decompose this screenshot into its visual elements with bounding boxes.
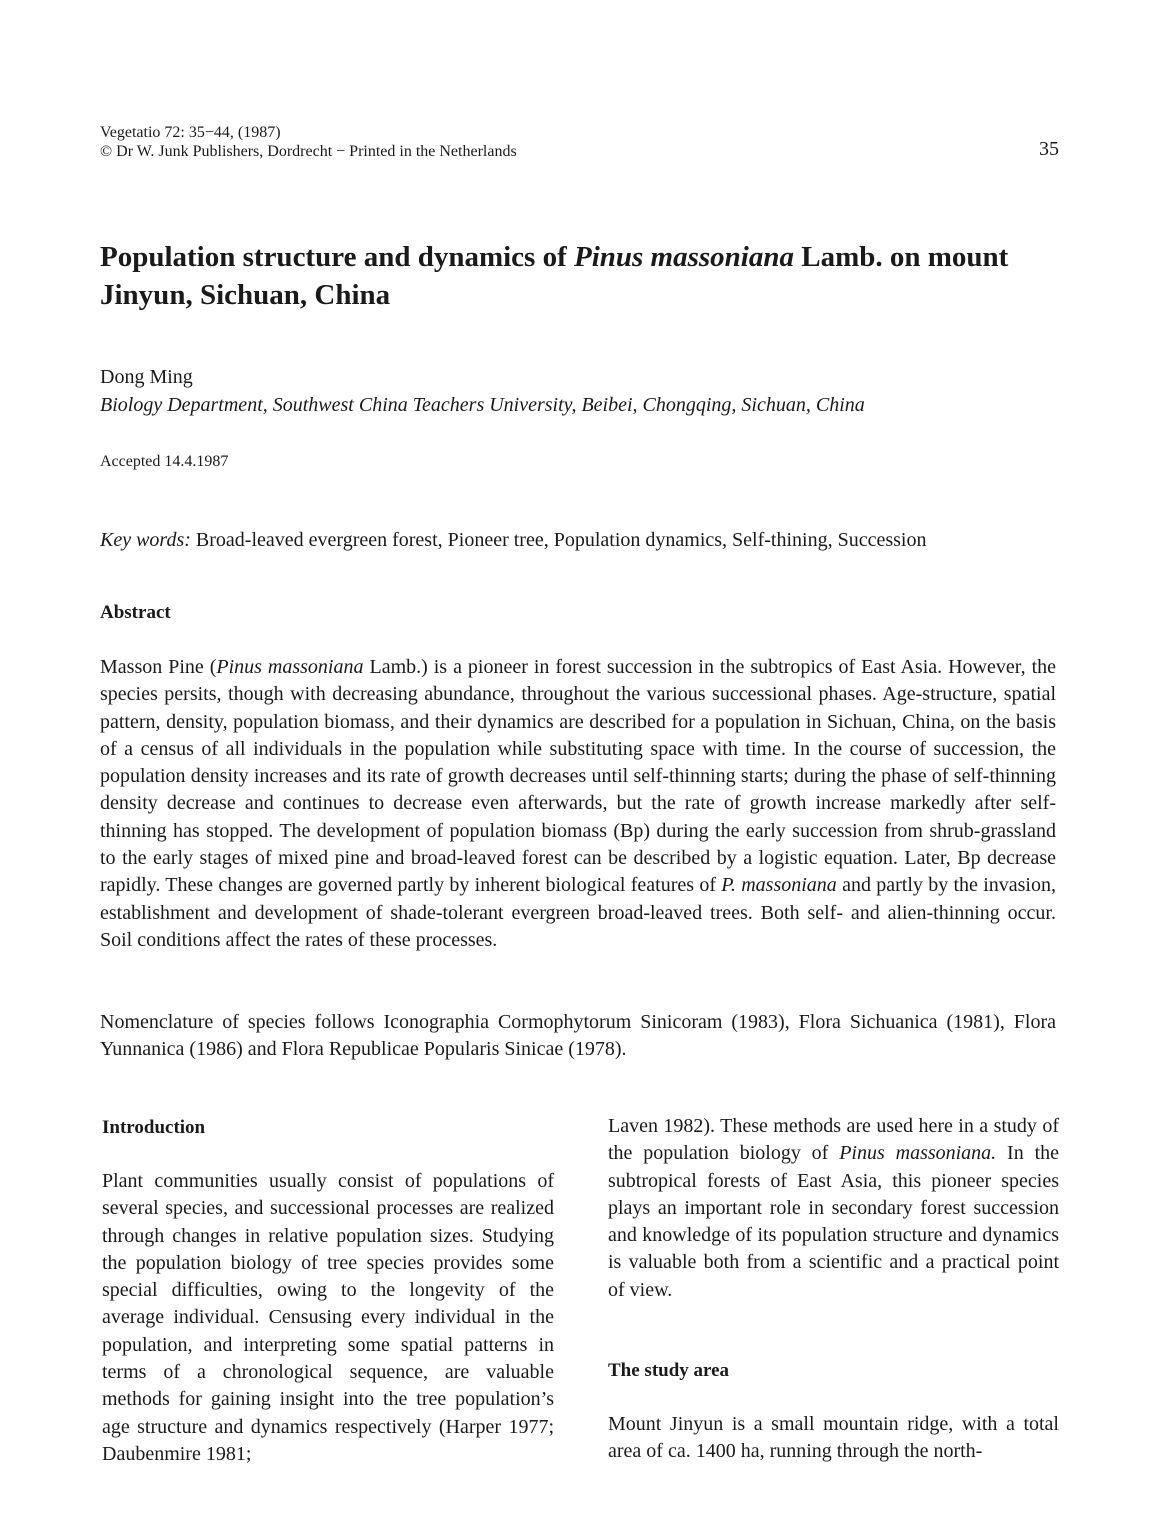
study-area-heading: The study area bbox=[608, 1360, 730, 1381]
intro-right-species: Pinus massoniana. bbox=[839, 1142, 997, 1165]
introduction-right-text bbox=[608, 1113, 1059, 1304]
journal-citation: Vegetatio 72: 35−44, (1987) bbox=[100, 124, 281, 141]
nomenclature-note: Nomenclature of species follows Iconographia Cormophytorum Sinicoram (1983), Flora Sichuanica (1981), Flora Yunnanica (1986) and Flora Republicae Popularis Sinicae (1978). bbox=[100, 1011, 1056, 1061]
introduction-left-text: Plant communities usually consist of populations of several species, and successional processes are realized through changes in relative population sizes. Studying the population biology of tree species provides some special difficulties, owing to the longevity of the average individual. Censusing every individual in the population, and interpreting some spatial patterns in terms of a chronological sequence, are valuable methods for gaining insight into the tree population’s age structure and dynamics respectively (Harper 1977; Daubenmire 1981; bbox=[102, 1170, 554, 1465]
title-part-1: Population structure and dynamics of bbox=[100, 241, 574, 273]
keywords-text: Broad-leaved evergreen forest, Pioneer tree, Population dynamics, Self-thining, Succession bbox=[190, 529, 927, 551]
abstract-text-a: Masson Pine ( bbox=[100, 656, 217, 678]
keywords-label: Key words: bbox=[100, 529, 191, 551]
title-species: Pinus massoniana bbox=[573, 241, 794, 273]
abstract-text-b: Lamb.) is a pioneer in forest succession in the subtropics of East Asia. However, the species persits, though with decreasing abundance, throughout the various successional phases. Age-structure, spatial pattern, density, population biomass, and their dynamics are described for a population in Sichuan, China, on the basis of a census of all individuals in the population while substituting space with time. In the course of succession, the population density increases and its rate of growth decreases until self-thinning starts; during the phase of self-thinning density decrease and continues to decrease even afterwards, but the rate of growth increase markedly after self-thinning has stopped. The development of population biomass (Bp) during the early succession from shrub-grassland to the early stages of mixed pine and broad-leaved forest can be described by a logistic equation. Later, Bp decrease rapidly. These changes are governed partly by inherent biological features of bbox=[100, 656, 1057, 897]
abstract-species-2: P. massoniana bbox=[721, 874, 837, 897]
article-title bbox=[100, 238, 1060, 314]
keywords bbox=[100, 529, 926, 552]
title-part-2: Lamb. on mount Jinyun, Sichuan, China bbox=[100, 241, 1009, 311]
study-area-text: Mount Jinyun is a small mountain ridge, with a total area of ca. 1400 ha, running through the north- bbox=[608, 1413, 1059, 1463]
page-number: 35 bbox=[1039, 138, 1059, 160]
intro-right-b: In the subtropical forests of East Asia, this pioneer species plays an important role in secondary forest succession and knowledge of its population structure and dynamics is valuable both from a scientific and a practical point of view. bbox=[608, 1142, 1059, 1301]
publisher-line: © Dr W. Junk Publishers, Dordrecht − Printed in the Netherlands bbox=[100, 143, 517, 160]
intro-right-a: Laven 1982). These methods are used here in a study of the population biology of bbox=[608, 1115, 1059, 1165]
abstract-text-c: and partly by the invasion, establishment and development of shade-tolerant evergreen broad-leaved trees. Both self- and alien-thinning occur. Soil conditions affect the rates of these processes. bbox=[100, 874, 1056, 951]
introduction-heading: Introduction bbox=[102, 1117, 206, 1138]
accepted-date: Accepted 14.4.1987 bbox=[100, 453, 229, 470]
abstract-heading: Abstract bbox=[100, 602, 171, 623]
author-affiliation: Biology Department, Southwest China Teachers University, Beibei, Chongqing, Sichuan, China bbox=[100, 394, 865, 416]
abstract-body bbox=[100, 654, 1056, 954]
abstract-species-1: Pinus massoniana bbox=[216, 656, 364, 678]
author-name: Dong Ming bbox=[100, 366, 193, 388]
